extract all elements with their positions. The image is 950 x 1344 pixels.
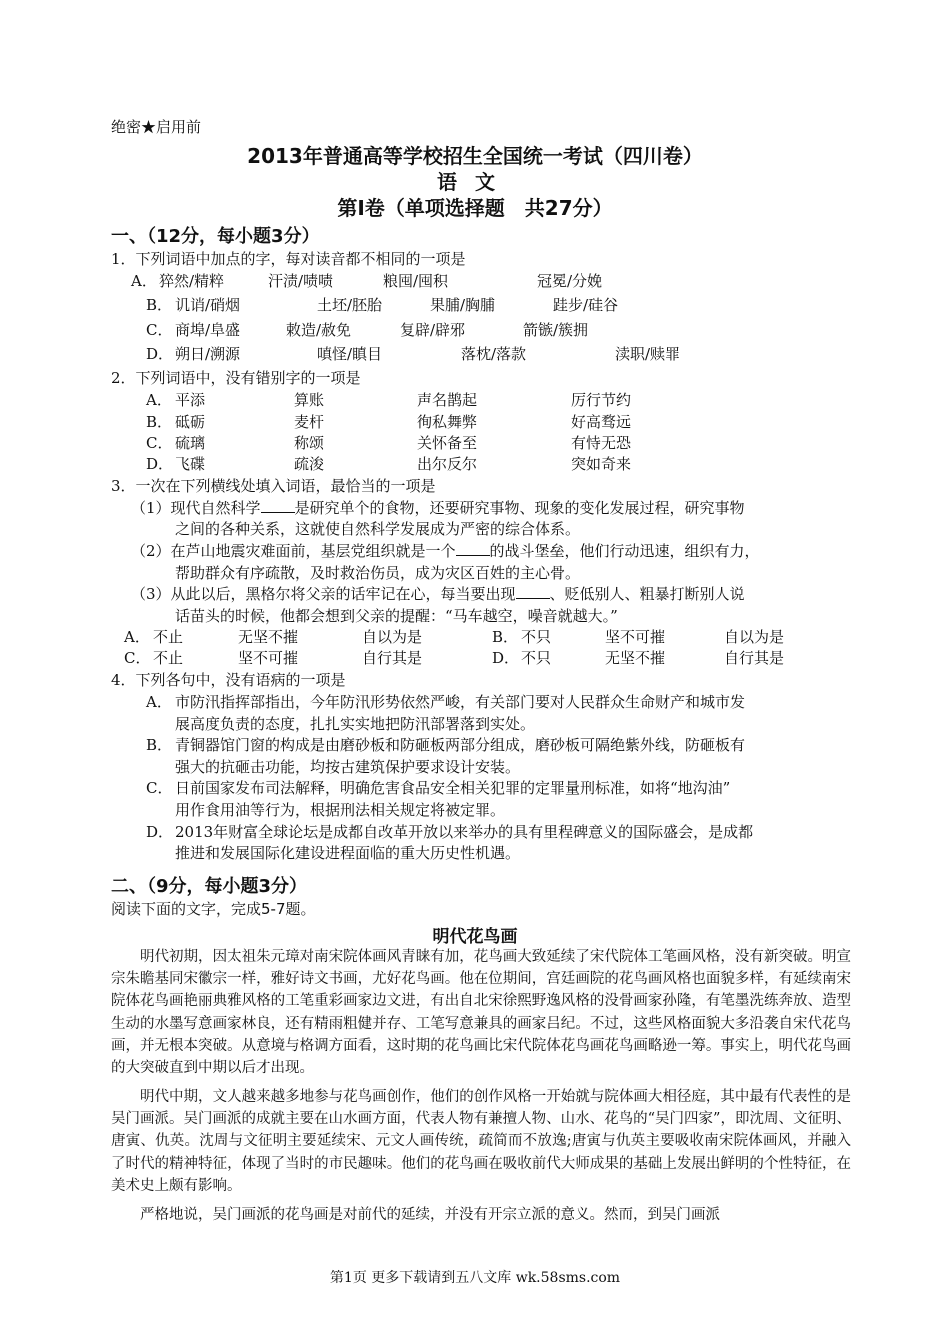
exam-title: 2013年普通高等学校招生全国统一考试（四川卷） [247, 144, 703, 168]
option-item: 声名鹊起 [417, 391, 478, 409]
option-item: 有恃无恐 [571, 434, 632, 452]
option-item: 自以为是 [362, 628, 423, 646]
subject-title: 语文 [437, 170, 513, 194]
option-line: 推进和发展国际化建设进程面临的重大历史性机遇。 [175, 844, 521, 862]
option-line: 市防汛指挥部指出，今年防汛形势依然严峻，有关部门要对人民群众生命财产和城市发 [175, 693, 746, 711]
q3-stem: 3．一次在下列横线处填入词语，最恰当的一项是 [111, 477, 436, 495]
option-item: 商埠/阜盛 [175, 321, 241, 339]
option-line: 2013年财富全球论坛是成都自改革开放以来举办的具有里程碑意义的国际盛会，是成都 [175, 823, 754, 841]
section1-heading: 一、（12分，每小题3分） [111, 226, 320, 247]
option-item: 关怀备至 [417, 434, 478, 452]
option-item: 好高骛远 [571, 413, 632, 431]
option-item: 讥诮/硝烟 [175, 296, 241, 314]
option-label: D． [146, 823, 174, 841]
option-line: 强大的抗砸击功能，均按古建筑保护要求设计安装。 [175, 758, 521, 776]
option-label: D． [146, 345, 174, 363]
option-label: A． [146, 391, 172, 409]
q3-sentence-2-cont: 帮助群众有序疏散，及时救治伤员，成为灾区百姓的主心骨。 [175, 564, 581, 582]
option-label: B． [146, 736, 173, 754]
q3-sentence-2 [131, 540, 760, 561]
option-item: 冠冕/分娩 [537, 272, 603, 290]
option-item: 自以为是 [724, 628, 785, 646]
option-label: D． [146, 455, 174, 473]
option-label: D． [492, 649, 520, 667]
option-label: A． [146, 693, 172, 711]
option-line: 青铜器馆门窗的构成是由磨砂板和防砸板两部分组成，磨砂板可隔绝紫外线，防砸板有 [175, 736, 746, 754]
option-item: 突如奇来 [571, 455, 632, 473]
option-label: C． [146, 434, 173, 452]
option-item: 复辟/辟邪 [400, 321, 466, 339]
option-item: 敕造/赦免 [286, 321, 352, 339]
q1-stem: 1．下列词语中加点的字，每对读音都不相同的一项是 [111, 250, 466, 268]
option-item: 不止 [153, 649, 184, 667]
option-label: B． [492, 628, 519, 646]
secret-label: 绝密★启用前 [111, 118, 202, 136]
option-label: C． [124, 649, 151, 667]
sentence-text: （1）现代自然科学 [131, 499, 261, 517]
sentence-text: （3）从此以后，黑格尔将父亲的话牢记在心，每当要出现 [131, 585, 516, 603]
option-item: 渎职/赎罪 [615, 345, 681, 363]
option-label: A． [124, 628, 150, 646]
q3-sentence-3 [131, 583, 745, 604]
option-item: 算账 [294, 391, 325, 409]
essay-paragraph-1: 明代初期，因太祖朱元璋对南宋院体画风青睐有加，花鸟画大致延续了宋代院体工笔画风格，没有新突破。明宣宗朱瞻基同宋徽宗一样，雅好诗文书画，尤好花鸟画。他在位期间，宫廷画院的花鸟画风格也面貌多样，有延续南宋院体花鸟画艳丽典雅风格的工笔重彩画家边文进，有出自北宋徐熙野逸风格的没骨画家孙隆，有笔墨洗练奔放、造型生动的水墨写意画家林良，还有精雨粗健并存、工笔写意兼具的画家吕纪。不过，这些风格面貌大多沿袭自宋代花鸟画，并无根本突破。从意境与格调方面看，这时期的花鸟画比宋代院体花鸟画花鸟画略逊一筹。事实上，明代花鸟画的大突破直到中期以后才出现。 [111, 949, 851, 1077]
option-item: 朔日/溯源 [175, 345, 241, 363]
essay-paragraph-3: 严格地说，吴门画派的花鸟画是对前代的延续，并没有开宗立派的意义。然而，到吴门画派 [111, 1207, 720, 1223]
q3-sentence-3-cont: 话苗头的时候，他都会想到父亲的提醒：“马车越空，噪音就越大。” [175, 607, 618, 625]
option-item: 平添 [175, 391, 206, 409]
sentence-text: （2）在芦山地震灾难面前，基层党组织就是一个 [131, 542, 456, 560]
option-item: 跬步/硅谷 [553, 296, 619, 314]
option-item: 厉行节约 [571, 391, 632, 409]
option-item: 称颂 [294, 434, 325, 452]
option-line: 用作食用油等行为，根据刑法相关规定将被定罪。 [175, 801, 506, 819]
option-item: 无坚不摧 [238, 628, 299, 646]
option-item: 土坯/胚胎 [317, 296, 383, 314]
option-item: 汗渍/啧啧 [268, 272, 334, 290]
option-item: 无坚不摧 [605, 649, 666, 667]
option-item: 不只 [521, 628, 552, 646]
option-label: C． [146, 779, 173, 797]
sentence-text: 是研究单个的食物，还要研究事物、现象的变化发展过程，研究事物 [294, 499, 745, 517]
option-line: 展高度负责的态度，扎扎实实地把防汛部署落到实处。 [175, 715, 536, 733]
q3-sentence-1-cont: 之间的各种关系，这就使自然科学发展成为严密的综合体系。 [175, 520, 581, 538]
essay-paragraph-2: 明代中期，文人越来越多地参与花鸟画创作，他们的创作风格一开始就与院体画大相径庭，其中最有代表性的是吴门画派。吴门画派的成就主要在山水画方面，代表人物有兼擅人物、山水、花鸟的“吴门四家”，即沈周、文征明、唐寅、仇英。沈周与文征明主要延续宋、元文人画传统，疏简而不放逸;唐寅与仇英主要吸收南宋院体画风，并融入了时代的精神特征，体现了当时的市民趣味。他们的花鸟画在吸收前代大师成果的基础上发展出鲜明的个性特征，在美术史上颇有影响。 [111, 1089, 851, 1194]
option-item: 麦杆 [294, 413, 325, 431]
option-item: 飞碟 [175, 455, 206, 473]
q4-stem: 4．下列各句中，没有语病的一项是 [111, 671, 346, 689]
fill-blank [261, 498, 295, 513]
option-item: 落枕/落款 [461, 345, 527, 363]
option-item: 坚不可摧 [605, 628, 666, 646]
option-item: 自行其是 [362, 649, 423, 667]
section2-heading: 二、（9分，每小题3分） [111, 876, 308, 897]
option-label: B． [146, 413, 173, 431]
page-footer: 第1页 更多下载请到五八文库 wk.58sms.com [329, 1270, 621, 1286]
option-line: 日前国家发布司法解释，明确危害食品安全相关犯罪的定罪量刑标准，如将“地沟油” [175, 779, 731, 797]
option-item: 硫璃 [175, 434, 206, 452]
option-label: B． [146, 296, 173, 314]
essay-title: 明代花鸟画 [432, 927, 518, 947]
option-item: 猝然/精粹 [159, 272, 225, 290]
option-label: C． [146, 321, 173, 339]
option-item: 徇私舞弊 [417, 413, 478, 431]
option-item: 坚不可摧 [238, 649, 299, 667]
option-item: 粮囤/囤积 [383, 272, 449, 290]
fill-blank [516, 584, 550, 599]
option-item: 嗔怪/瞋目 [317, 345, 383, 363]
option-item: 箭镞/簇拥 [523, 321, 589, 339]
sentence-text: 的战斗堡垒，他们行动迅速，组织有力， [489, 542, 760, 560]
part-title: 第Ⅰ卷（单项选择题 共27分） [337, 196, 613, 220]
sentence-text: 、贬低别人、粗暴打断别人说 [549, 585, 745, 603]
section2-intro: 阅读下面的文字，完成5-7题。 [111, 900, 316, 918]
option-item: 自行其是 [724, 649, 785, 667]
q2-stem: 2．下列词语中，没有错别字的一项是 [111, 369, 361, 387]
option-item: 果脯/胸脯 [430, 296, 496, 314]
option-item: 不只 [521, 649, 552, 667]
option-item: 砥砺 [175, 413, 206, 431]
option-label: A． [131, 272, 157, 290]
q3-sentence-1 [131, 497, 745, 518]
fill-blank [456, 541, 490, 556]
option-item: 不止 [153, 628, 184, 646]
option-item: 出尔反尔 [417, 455, 478, 473]
option-item: 疏浚 [294, 455, 325, 473]
